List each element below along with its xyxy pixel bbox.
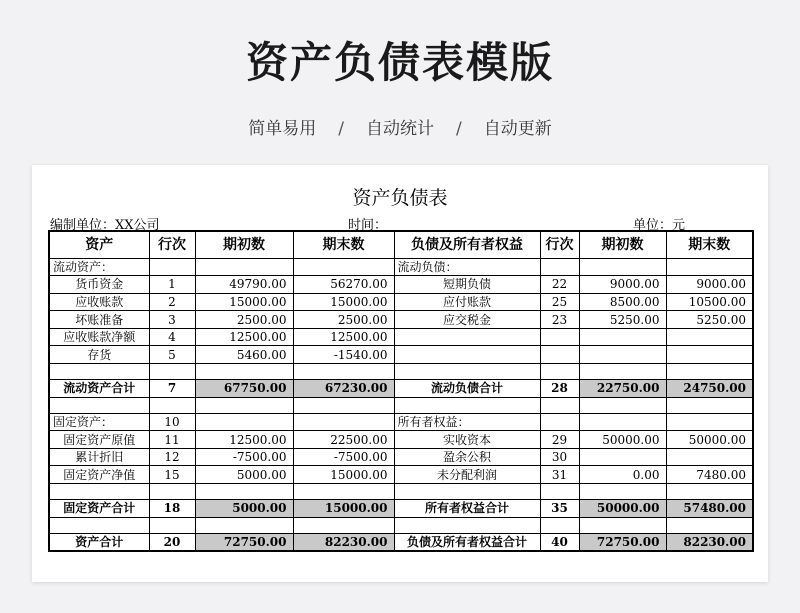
time-label: 时间： [348,218,388,233]
tag-easy: 简单易用 [248,119,317,139]
asset-row-no-cell: 5 [149,346,195,364]
liability-closing-cell [666,397,753,413]
liability-closing-cell: 24750.00 [666,380,753,398]
liability-name-cell: 流动负债合计 [394,380,540,398]
asset-row-no-cell [149,484,195,500]
asset-opening-cell: 5460.00 [195,346,293,364]
asset-name-cell: 固定资产合计 [49,500,149,518]
liability-opening-cell: 72750.00 [579,533,666,551]
asset-row-no-cell [149,517,195,533]
asset-name-cell [49,397,149,413]
asset-opening-cell [195,364,293,380]
col-header-liabilities: 负债及所有者权益 [394,231,540,258]
section-row [49,258,753,276]
asset-name-cell: 流动资产： [49,258,149,276]
liability-closing-cell: 10500.00 [666,293,753,311]
asset-row-no-cell: 3 [149,311,195,329]
asset-closing-cell: 82230.00 [293,533,394,551]
liability-name-cell: 未分配利润 [394,466,540,484]
liability-row-no-cell [540,484,579,500]
liability-opening-cell: 50000.00 [579,500,666,518]
sheet-title: 资产负债表 [352,187,448,209]
asset-row-no-cell [149,397,195,413]
liability-closing-cell: 9000.00 [666,276,753,294]
table-row [49,346,753,364]
liability-closing-cell [666,413,753,431]
spacer-row [49,517,753,533]
liability-opening-cell [579,346,666,364]
liability-opening-cell: 5250.00 [579,311,666,329]
table-row [49,328,753,346]
tag-separator: / [338,119,344,139]
liability-opening-cell: 50000.00 [579,431,666,449]
asset-name-cell [49,517,149,533]
liability-closing-cell [666,517,753,533]
liability-closing-cell [666,448,753,466]
asset-opening-cell: 72750.00 [195,533,293,551]
liability-name-cell: 实收资本 [394,431,540,449]
col-header-closing: 期末数 [293,231,394,258]
balance-sheet [32,165,768,582]
asset-opening-cell [195,397,293,413]
asset-closing-cell: -1540.00 [293,346,394,364]
liability-row-no-cell: 22 [540,276,579,294]
liability-closing-cell [666,484,753,500]
asset-row-no-cell: 4 [149,328,195,346]
asset-opening-cell [195,517,293,533]
spacer-row [49,364,753,380]
liability-opening-cell: 9000.00 [579,276,666,294]
table-row [49,311,753,329]
asset-opening-cell: 12500.00 [195,431,293,449]
asset-name-cell: 资产合计 [49,533,149,551]
liability-closing-cell: 82230.00 [666,533,753,551]
liability-name-cell [394,484,540,500]
section-row [49,413,753,431]
asset-opening-cell: -7500.00 [195,448,293,466]
tag-auto-stats: 自动统计 [366,119,434,139]
asset-row-no-cell: 1 [149,276,195,294]
col-header-opening: 期初数 [195,231,293,258]
asset-opening-cell: 49790.00 [195,276,293,294]
table-row [49,448,753,466]
liability-name-cell [394,397,540,413]
liability-name-cell: 所有者权益合计 [394,500,540,518]
liability-row-no-cell: 23 [540,311,579,329]
balance-table [48,230,754,552]
asset-closing-cell: -7500.00 [293,448,394,466]
liability-opening-cell [579,328,666,346]
total-row [49,380,753,398]
liability-opening-cell [579,413,666,431]
liability-opening-cell: 22750.00 [579,380,666,398]
liability-opening-cell [579,484,666,500]
asset-name-cell: 固定资产： [49,413,149,431]
liability-closing-cell [666,328,753,346]
table-header [49,231,753,258]
asset-row-no-cell [149,258,195,276]
asset-name-cell: 存货 [49,346,149,364]
liability-name-cell [394,328,540,346]
tag-auto-update: 自动更新 [483,119,552,139]
asset-closing-cell [293,413,394,431]
spacer-row [49,484,753,500]
table-row [49,431,753,449]
asset-row-no-cell [149,364,195,380]
table-row [49,293,753,311]
liability-row-no-cell: 35 [540,500,579,518]
asset-row-no-cell: 11 [149,431,195,449]
liability-closing-cell: 5250.00 [666,311,753,329]
spacer-row [49,397,753,413]
liability-closing-cell [666,258,753,276]
liability-name-cell: 短期负债 [394,276,540,294]
liability-row-no-cell: 40 [540,533,579,551]
currency-label: 单位：元 [633,218,686,233]
asset-opening-cell: 5000.00 [195,466,293,484]
asset-closing-cell [293,397,394,413]
asset-name-cell: 固定资产原值 [49,431,149,449]
asset-closing-cell: 56270.00 [293,276,394,294]
asset-opening-cell [195,258,293,276]
asset-name-cell: 流动资产合计 [49,380,149,398]
liability-row-no-cell: 30 [540,448,579,466]
asset-opening-cell: 5000.00 [195,500,293,518]
asset-name-cell: 坏账准备 [49,311,149,329]
liability-row-no-cell: 25 [540,293,579,311]
liability-opening-cell [579,448,666,466]
liability-row-no-cell: 31 [540,466,579,484]
table-row [49,276,753,294]
asset-opening-cell [195,484,293,500]
asset-row-no-cell: 18 [149,500,195,518]
asset-closing-cell: 2500.00 [293,311,394,329]
liability-closing-cell: 50000.00 [666,431,753,449]
tagline [0,114,800,139]
asset-opening-cell: 12500.00 [195,328,293,346]
total-row [49,533,753,551]
liability-row-no-cell: 29 [540,431,579,449]
liability-row-no-cell [540,364,579,380]
asset-closing-cell: 15000.00 [293,293,394,311]
asset-name-cell: 应收账款净额 [49,328,149,346]
asset-closing-cell: 15000.00 [293,466,394,484]
asset-row-no-cell: 20 [149,533,195,551]
col-header-opening: 期初数 [579,231,666,258]
col-header-assets: 资产 [49,231,149,258]
asset-closing-cell [293,258,394,276]
liability-name-cell: 应付账款 [394,293,540,311]
col-header-row-no: 行次 [540,231,579,258]
asset-closing-cell: 15000.00 [293,500,394,518]
liability-row-no-cell [540,346,579,364]
col-header-closing: 期末数 [666,231,753,258]
asset-name-cell: 累计折旧 [49,448,149,466]
asset-row-no-cell: 15 [149,466,195,484]
liability-opening-cell [579,397,666,413]
liability-row-no-cell [540,517,579,533]
asset-name-cell: 固定资产净值 [49,466,149,484]
asset-name-cell: 货币资金 [49,276,149,294]
liability-row-no-cell [540,397,579,413]
col-header-row-no: 行次 [149,231,195,258]
liability-closing-cell [666,364,753,380]
tag-separator: / [456,119,462,139]
asset-closing-cell: 67230.00 [293,380,394,398]
liability-name-cell [394,517,540,533]
asset-opening-cell [195,413,293,431]
liability-opening-cell: 8500.00 [579,293,666,311]
liability-opening-cell [579,364,666,380]
liability-name-cell [394,364,540,380]
liability-name-cell: 负债及所有者权益合计 [394,533,540,551]
liability-opening-cell [579,517,666,533]
asset-opening-cell: 2500.00 [195,311,293,329]
liability-opening-cell [579,258,666,276]
asset-name-cell: 应收账款 [49,293,149,311]
page-title: 资产负债表模版 [245,38,554,87]
liability-closing-cell: 7480.00 [666,466,753,484]
asset-name-cell [49,484,149,500]
liability-name-cell [394,346,540,364]
liability-name-cell: 盈余公积 [394,448,540,466]
liability-name-cell: 流动负债： [394,258,540,276]
asset-row-no-cell: 2 [149,293,195,311]
total-row [49,500,753,518]
liability-row-no-cell: 28 [540,380,579,398]
liability-closing-cell [666,346,753,364]
company-label: 编制单位：XX公司 [50,218,160,233]
table-row [49,466,753,484]
asset-closing-cell: 12500.00 [293,328,394,346]
asset-closing-cell [293,484,394,500]
asset-closing-cell: 22500.00 [293,431,394,449]
asset-opening-cell: 67750.00 [195,380,293,398]
liability-name-cell: 所有者权益： [394,413,540,431]
liability-row-no-cell [540,413,579,431]
liability-opening-cell: 0.00 [579,466,666,484]
asset-opening-cell: 15000.00 [195,293,293,311]
asset-closing-cell [293,517,394,533]
asset-row-no-cell: 7 [149,380,195,398]
liability-row-no-cell [540,328,579,346]
liability-name-cell: 应交税金 [394,311,540,329]
asset-closing-cell [293,364,394,380]
liability-row-no-cell [540,258,579,276]
asset-name-cell [49,364,149,380]
asset-row-no-cell: 10 [149,413,195,431]
liability-closing-cell: 57480.00 [666,500,753,518]
asset-row-no-cell: 12 [149,448,195,466]
